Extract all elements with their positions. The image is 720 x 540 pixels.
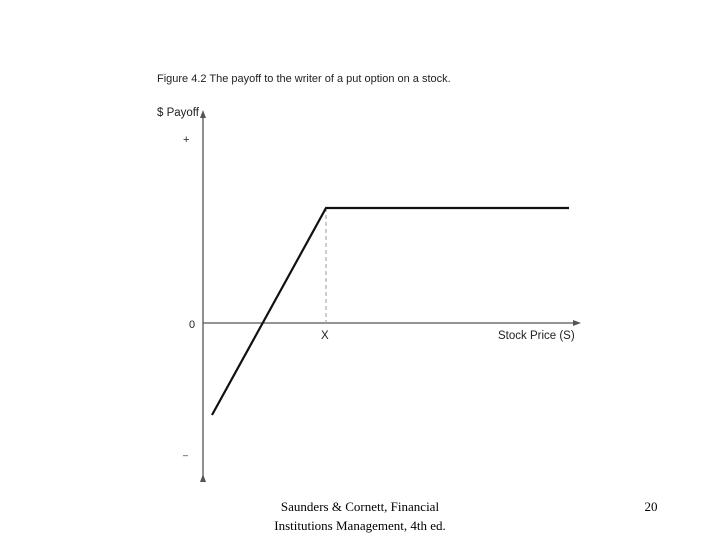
citation-line-1: Saunders & Cornett, Financial [280, 499, 440, 514]
y-axis-label: $ Payoff [157, 107, 199, 119]
page-number: 20 [644, 499, 658, 514]
x-axis-label: Stock Price (S) [498, 330, 575, 342]
footer-citation [230, 497, 490, 535]
y-zero-label: 0 [189, 319, 196, 331]
y-positive-label: + [183, 134, 190, 146]
figure-caption: Figure 4.2 The payoff to the writer of a put option on a stock. [157, 73, 451, 85]
strike-label: X [321, 330, 329, 342]
citation-line-2: Institutions Management, 4th ed. [274, 518, 446, 533]
payoff-line [212, 208, 569, 415]
y-negative-label: – [183, 450, 189, 460]
